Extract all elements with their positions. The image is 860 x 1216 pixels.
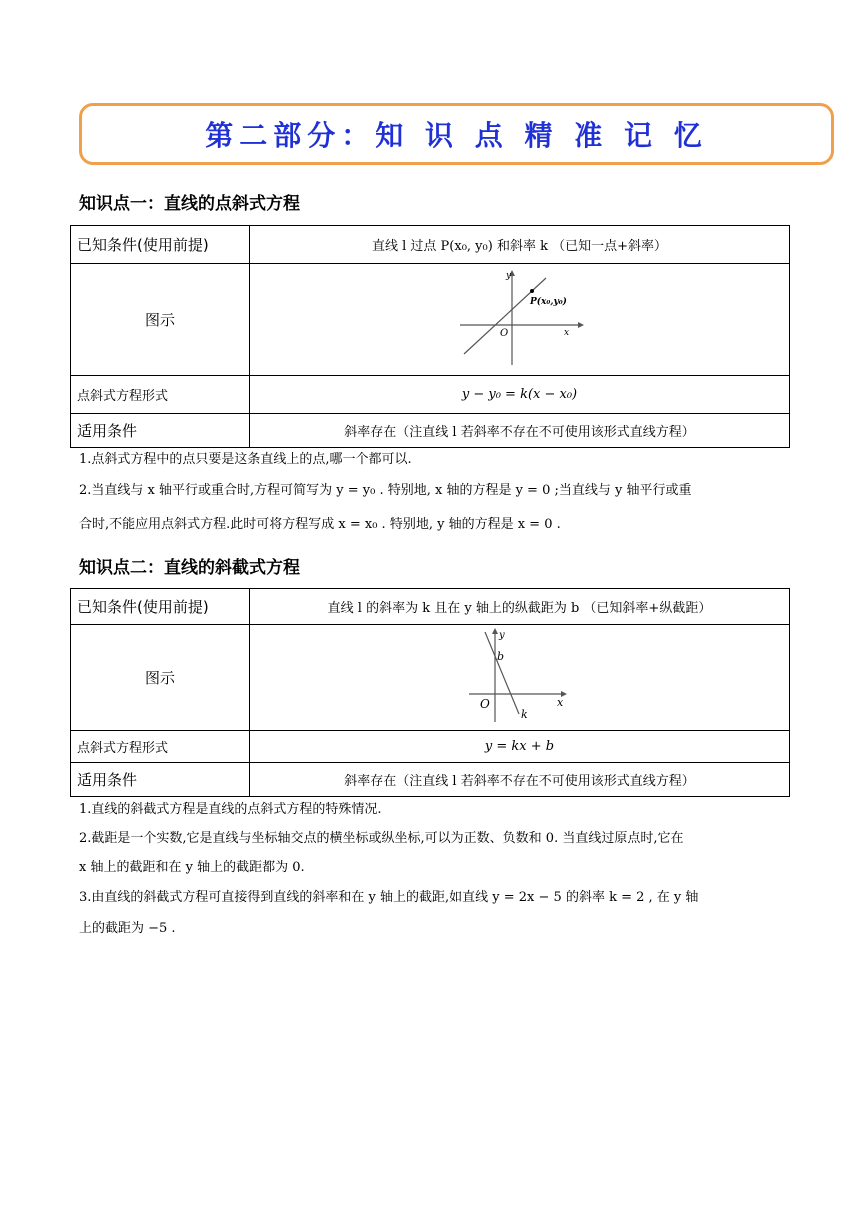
table-row (71, 589, 790, 625)
row-value: 斜率存在（注直线 l 若斜率不存在不可使用该形式直线方程） (250, 763, 790, 797)
point-slope-figure (450, 268, 590, 368)
table-row (71, 376, 790, 414)
formula: y − y₀ = k(x − x₀) (250, 376, 790, 414)
row-label: 点斜式方程形式 (71, 731, 250, 763)
table-row (71, 226, 790, 264)
section-banner (79, 103, 834, 165)
note-line: 合时,不能应用点斜式方程.此时可将方程写成 x = x₀ . 特别地, y 轴的方程是 x = 0 . (79, 517, 561, 532)
table-row (71, 763, 790, 797)
row-label: 已知条件(使用前提) (71, 589, 250, 625)
origin-label: O (499, 327, 508, 339)
intercept-label: b (496, 649, 504, 663)
section2-table (70, 588, 790, 797)
row-value: 直线 l 的斜率为 k 且在 y 轴上的纵截距为 b （已知斜率+纵截距） (250, 589, 790, 625)
row-label: 图示 (71, 625, 250, 731)
figure-cell (250, 264, 790, 376)
row-label: 适用条件 (71, 763, 250, 797)
note-line: 2.当直线与 x 轴平行或重合时,方程可简写为 y = y₀ . 特别地, x 轴的方程是 y = 0 ;当直线与 y 轴平行或重 (79, 483, 692, 498)
note-line: 上的截距为 −5 . (79, 921, 176, 936)
banner-title: 第二部分：知 识 点 精 准 记 忆 (205, 119, 708, 152)
note-line: x 轴上的截距和在 y 轴上的截距都为 0. (79, 860, 305, 875)
slope-label: k (520, 707, 528, 721)
note-line: 2.截距是一个实数,它是直线与坐标轴交点的横坐标或纵坐标,可以为正数、负数和 0. 当直线过原点时,它在 (79, 831, 684, 846)
y-axis-label: y (505, 270, 511, 281)
figure-cell (250, 625, 790, 731)
row-label: 图示 (71, 264, 250, 376)
row-label: 适用条件 (71, 414, 250, 448)
formula: y = kx + b (250, 731, 790, 763)
slope-intercept-figure (465, 626, 575, 726)
section1-heading: 知识点一：直线的点斜式方程 (79, 194, 300, 214)
y-axis-label: y (498, 629, 505, 641)
note-line: 1.直线的斜截式方程是直线的点斜式方程的特殊情况. (79, 802, 382, 817)
row-value: 斜率存在（注直线 l 若斜率不存在不可使用该形式直线方程） (250, 414, 790, 448)
row-value: 直线 l 过点 P(x₀, y₀) 和斜率 k （已知一点+斜率） (250, 226, 790, 264)
point-label: P(x₀,y₀) (529, 296, 567, 307)
note-line: 3.由直线的斜截式方程可直接得到直线的斜率和在 y 轴上的截距,如直线 y = 2x − 5 的斜率 k = 2 , 在 y 轴 (79, 890, 699, 905)
x-axis-label: x (556, 695, 563, 709)
note-line: 1.点斜式方程中的点只要是这条直线上的点,哪一个都可以. (79, 452, 412, 467)
section2-heading: 知识点二：直线的斜截式方程 (79, 558, 300, 578)
x-axis-label: x (563, 327, 569, 338)
section1-table (70, 225, 790, 448)
table-row (71, 264, 790, 376)
row-label: 点斜式方程形式 (71, 376, 250, 414)
table-row (71, 625, 790, 731)
table-row (71, 414, 790, 448)
table-row (71, 731, 790, 763)
origin-label: O (479, 696, 490, 711)
row-label: 已知条件(使用前提) (71, 226, 250, 264)
